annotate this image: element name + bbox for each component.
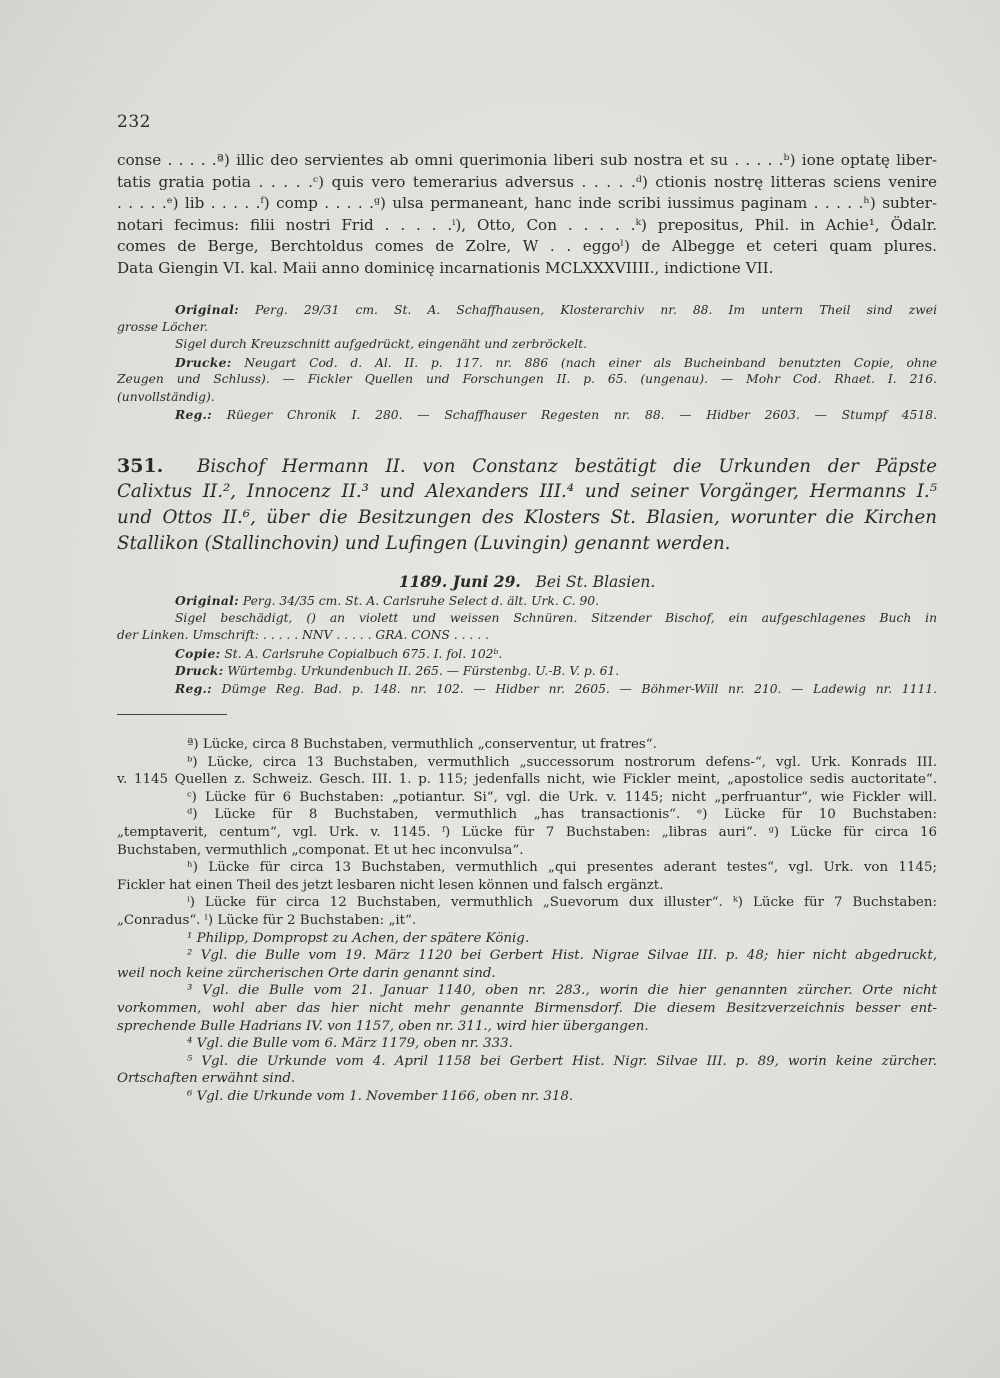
source-line [117, 371, 937, 389]
footnote-line: weil noch keine zürcherischen Orte darin genannt sind. [117, 965, 496, 981]
source-line [117, 592, 937, 610]
document-place: Bei St. Blasien. [535, 573, 656, 591]
source-line [117, 336, 937, 354]
date-line [117, 572, 937, 592]
source-text: Perg. 29/31 cm. St. A. Schaffhausen, Klosterarchiv nr. 88. Im untern Theil sind zwei [238, 303, 937, 317]
source-text: Perg. 34/35 cm. St. A. Carlsruhe Select d. ält. Urk. C. 90. [238, 594, 600, 608]
source-notes-351 [117, 592, 937, 697]
source-line [117, 645, 937, 663]
source-line [117, 301, 937, 319]
source-line [117, 662, 937, 680]
footnote-line: vorkommen, wohl aber das hier nicht mehr genannte Birmensdorf. Die diesem Besitzverzeichnis besser ent- [117, 1000, 937, 1016]
footnotes [117, 736, 937, 1105]
source-text: Zeugen und Schluss). — Fickler Quellen und Forschungen II. p. 65. (ungenau). — Mohr Cod. Rhaet. I. 216. [117, 372, 937, 386]
footnote-line: ᵈ) Lücke für 8 Buchstaben, vermuthlich „has transactionis“. ᵉ) Lücke für 10 Buchstaben: [187, 807, 937, 823]
footnote-line: ³ Vgl. die Bulle vom 21. Januar 1140, oben nr. 283., worin die hier genannten zürcher. Orte nicht [187, 983, 937, 999]
source-label: Copie: [175, 645, 221, 661]
charter-line: notari fecimus: filii nostri Frid . . . . .ⁱ), Otto, Con . . . . .ᵏ) prepositus, Phil. in Achie¹, Ödalr. [117, 215, 937, 234]
document-number: 351. [117, 455, 164, 477]
source-text: (unvollständig). [117, 389, 215, 404]
source-text: der Linken. Umschrift: . . . . . NNV . . . . . GRA. CONS . . . . . [117, 628, 489, 642]
footnote-line: ⁴ Vgl. die Bulle vom 6. März 1179, oben nr. 333. [187, 1036, 513, 1052]
source-text: Neugart Cod. d. Al. II. p. 117. nr. 886 (nach einer als Bucheinband benutzten Copie, ohne [231, 355, 937, 370]
source-label: Reg.: [175, 407, 212, 422]
source-text: St. A. Carlsruhe Copialbuch 675. I. fol. 102ᵇ. [220, 646, 503, 661]
charter-line: conse . . . . .ª) illic deo servientes ab omni querimonia liberi sub nostra et su . . . . .ᵇ) ione optatę liber- [117, 151, 937, 169]
footnote-line: ⁶ Vgl. die Urkunde vom 1. November 1166, oben nr. 318. [187, 1088, 574, 1104]
source-label: Druck: [175, 663, 224, 678]
page-number: 232 [117, 112, 151, 132]
footnote-line: „temptaverit, centum“, vgl. Urk. v. 1145. ᶠ) Lücke für 7 Buchstaben: „libras auri“. ᵍ) Lücke für circa 16 [117, 824, 937, 840]
source-line [117, 319, 937, 337]
footnote-line: ª) Lücke, circa 8 Buchstaben, vermuthlich „conserventur, ut fratres“. [187, 737, 657, 752]
charter-line: comes de Berge, Berchtoldus comes de Zolre, W . . eggoˡ) de Albegge et ceteri quam plures. [117, 237, 937, 255]
footnote-line: sprechende Bulle Hadrians IV. von 1157, oben nr. 311., wird hier übergangen. [117, 1018, 649, 1034]
heading-text: Bischof Hermann II. von Constanz bestätigt die Urkunden der Päpste [196, 456, 937, 477]
footnote-line: ⁵ Vgl. die Urkunde vom 4. April 1158 bei Gerbert Hist. Nigr. Silvae III. p. 89, worin keine zürcher. [187, 1053, 937, 1069]
source-text: grosse Löcher. [117, 319, 209, 334]
footnote-line: ᵇ) Lücke, circa 13 Buchstaben, vermuthlich „successorum nostrorum defens-“, vgl. Urk. Konrads III. [187, 754, 937, 770]
source-line [117, 389, 937, 407]
footnote-line: ¹ Philipp, Dompropst zu Achen, der spätere König. [187, 930, 530, 946]
footnote-line: Fickler hat einen Theil des jetzt lesbaren nicht lesen können und falsch ergänzt. [117, 877, 664, 893]
document-heading [117, 453, 937, 557]
source-line [117, 680, 937, 698]
heading-line: und Ottos II.⁶, über die Besitzungen des Klosters St. Blasien, worunter die Kirchen [117, 507, 937, 528]
source-label: Drucke: [175, 354, 232, 370]
source-line [117, 610, 937, 628]
footnote-line: ʰ) Lücke für circa 13 Buchstaben, vermuthlich „qui presentes aderant testes“, vgl. Urk. von 1145; [187, 860, 937, 876]
footnote-rule [117, 714, 227, 715]
charter-line: Data Giengin VI. kal. Maii anno dominicę incarnationis MCLXXXVIIII., indictione VII. [117, 258, 774, 277]
charter-line: . . . . .ᵉ) lib . . . . .ᶠ) comp . . . . .ᵍ) ulsa permaneant, hanc inde scribi iussimus paginam . . . . .ʰ) subter- [117, 194, 937, 212]
charter-text [117, 150, 937, 279]
source-label: Original: [175, 593, 239, 608]
document-date: 1189. Juni 29. [398, 572, 521, 591]
source-text: Sigel durch Kreuzschnitt aufgedrückt, eingenäht und zerbröckelt. [175, 337, 588, 351]
source-line [117, 406, 937, 424]
source-notes-350 [117, 301, 937, 424]
source-label: Original: [175, 302, 239, 317]
footnote-line: Ortschaften erwähnt sind. [117, 1071, 296, 1087]
heading-line: Calixtus II.², Innocenz II.³ und Alexanders III.⁴ und seiner Vorgänger, Hermanns I.⁵ [117, 481, 937, 502]
footnote-line: v. 1145 Quellen z. Schweiz. Gesch. III. 1. p. 115; jedenfalls nicht, wie Fickler meint, „apostolice sedis auctoritate“. [117, 772, 937, 788]
source-text: Dümge Reg. Bad. p. 148. nr. 102. — Hidber nr. 2605. — Böhmer-Will nr. 210. — Ladewig nr. 1111. [211, 681, 937, 696]
heading-line [117, 453, 937, 479]
source-text: Sigel beschädigt, () an violett und weissen Schnüren. Sitzender Bischof, ein aufgeschlagenes Buch in [175, 610, 937, 625]
source-line [117, 354, 937, 372]
footnote-line: ² Vgl. die Bulle vom 19. März 1120 bei Gerbert Hist. Nigrae Silvae III. p. 48; hier nicht abgedruckt, [187, 948, 937, 964]
source-line [117, 627, 937, 645]
source-label: Reg.: [175, 680, 212, 696]
footnote-line: Buchstaben, vermuthlich „componat. Et ut hec inconvulsa“. [117, 842, 524, 858]
footnote-line: ⁱ) Lücke für circa 12 Buchstaben, vermuthlich „Suevorum dux illuster“. ᵏ) Lücke für 7 Buchstaben: [187, 895, 937, 911]
charter-line: tatis gratia potia . . . . .ᶜ) quis vero temerarius adversus . . . . .ᵈ) ctionis nostrę litteras sciens venire [117, 172, 937, 191]
footnote-line: „Conradus“. ˡ) Lücke für 2 Buchstaben: „it“. [117, 912, 417, 928]
source-text: Rüeger Chronik I. 280. — Schaffhauser Regesten nr. 88. — Hidber 2603. — Stumpf 4518. [211, 408, 937, 422]
footnote-line: ᶜ) Lücke für 6 Buchstaben: „potiantur. Si“, vgl. die Urk. v. 1145; nicht „perfruantur“, wie Fickler will. [187, 789, 937, 805]
source-text: Würtembg. Urkundenbuch II. 265. — Fürstenbg. U.-B. V. p. 61. [223, 664, 620, 678]
heading-line: Stallikon (Stallinchovin) und Lufingen (Luvingin) genannt werden. [117, 533, 731, 554]
